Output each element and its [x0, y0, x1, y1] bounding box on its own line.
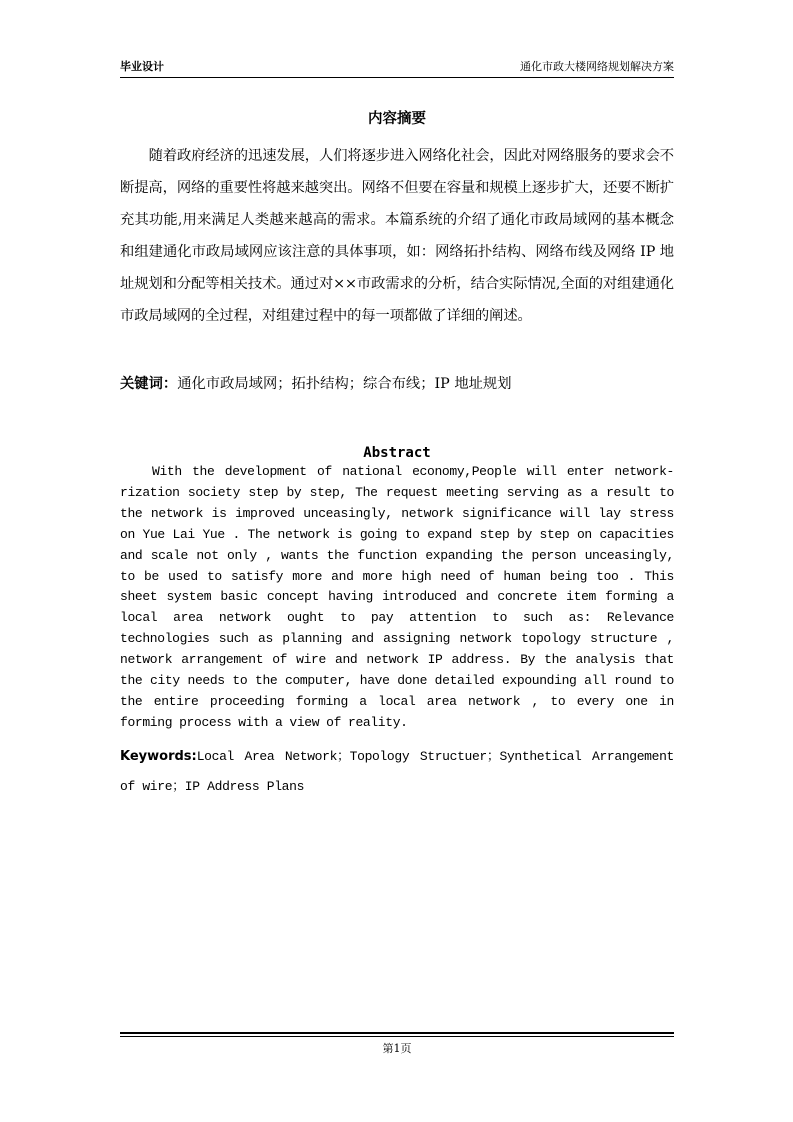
- header-document-title: 通化市政大楼网络规划解决方案: [520, 60, 674, 73]
- footer-divider-thick: [120, 1032, 674, 1034]
- chinese-abstract-title: 内容摘要: [368, 111, 426, 127]
- page-number: 第1页: [382, 1042, 412, 1055]
- english-keywords-label: Keywords:: [120, 749, 197, 764]
- header-thesis-label: 毕业设计: [120, 60, 164, 73]
- page-header: [120, 59, 674, 75]
- english-keywords-text: Local Area Network；Topology Structuer；Synthetical Arrangement of wire；IP Address Plans: [120, 749, 674, 794]
- english-keywords: [120, 742, 674, 801]
- chinese-keywords: [120, 369, 674, 399]
- chinese-keywords-text: 通化市政局域网；拓扑结构；综合布线；IP 地址规划: [177, 376, 512, 392]
- english-abstract-title: Abstract: [363, 445, 431, 461]
- footer-divider-thin: [120, 1036, 674, 1037]
- header-divider: [120, 77, 674, 78]
- chinese-abstract-body: 随着政府经济的迅速发展，人们将逐步进入网络化社会，因此对网络服务的要求会不断提高，网络的重要性将越来越突出。网络不但要在容量和规模上逐步扩大，还要不断扩充其功能,用来满足人类越来越高的需求。本篇系统的介绍了通化市政局域网的基本概念和组建通化市政局域网应该注意的具体事项，如：网络拓扑结构、网络布线及网络 IP 地址规划和分配等相关技术。通过对××市政需求的分析，结合实际情况,全面的对组建通化市政局域网的全过程，对组建过程中的每一项都做了详细的阐述。: [120, 148, 674, 324]
- chinese-keywords-label: 关键词：: [120, 376, 178, 392]
- english-abstract-body: With the development of national economy,People will enter network-rization society step by step, The request meeting serving as a result to the network is improved unceasingly, network significance will lay stress on Yue Lai Yue . The network is going to expand step by step on capacities and scale not only , wants the function expanding the person unceasingly, to be used to satisfy more and more high need of human being too . This sheet system basic concept having introduced and concrete item forming a local area network ought to pay attention to such as: Relevance technologies such as planning and assigning network topology structure , network arrangement of wire and network IP address. By the analysis that the city needs to the computer, have done detailed expounding all round to the entire proceeding forming a local area network , to every one in forming process with a view of reality.: [120, 464, 674, 730]
